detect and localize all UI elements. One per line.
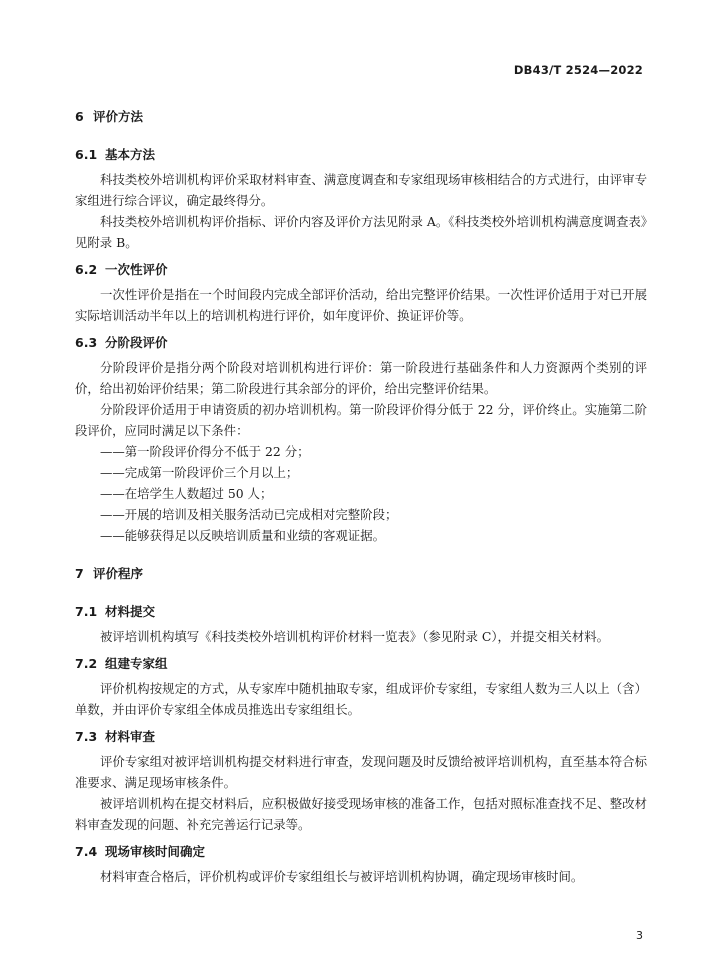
section-title: 分阶段评价	[105, 335, 168, 350]
section-number: 7.3	[75, 729, 98, 744]
section-title: 基本方法	[105, 147, 156, 162]
paragraph: 一次性评价是指在一个时间段内完成全部评价活动，给出完整评价结果。一次性评价适用于对已开展实际培训活动半年以上的培训机构进行评价，如年度评价、换证评价等。	[75, 287, 647, 323]
section-title: 材料提交	[105, 604, 156, 619]
section-title: 材料审查	[105, 729, 156, 744]
list-item: ——在培学生人数超过 50 人；	[100, 486, 273, 501]
list-item: ——第一阶段评价得分不低于 22 分；	[100, 444, 310, 459]
section-title: 评价程序	[93, 566, 144, 581]
section-title: 评价方法	[93, 109, 144, 124]
paragraph: 被评培训机构在提交材料后，应积极做好接受现场审核的准备工作，包括对照标准查找不足、整改材料审查发现的问题、补充完善运行记录等。	[75, 796, 647, 832]
list-item: ——完成第一阶段评价三个月以上；	[100, 465, 299, 480]
paragraph: 分阶段评价是指分两个阶段对培训机构进行评价：第一阶段进行基础条件和人力资源两个类别的评价，给出初始评价结果；第二阶段进行其余部分的评价，给出完整评价结果。	[75, 360, 647, 396]
section-number: 6.3	[75, 335, 98, 350]
section-7-heading	[75, 564, 647, 584]
paragraph: 材料审查合格后，评价机构或评价专家组组长与被评培训机构协调，确定现场审核时间。	[100, 869, 584, 884]
section-6-2-heading	[75, 260, 647, 280]
paragraph: 科技类校外培训机构评价指标、评价内容及评价方法见附录 A。《科技类校外培训机构满意度调查表》见附录 B。	[75, 214, 647, 250]
section-6-heading	[75, 107, 647, 127]
paragraph: 评价专家组对被评培训机构提交材料进行审查，发现问题及时反馈给被评培训机构，直至基本符合标准要求、满足现场审核条件。	[75, 754, 647, 790]
section-title: 组建专家组	[105, 656, 168, 671]
section-number: 7.1	[75, 604, 98, 619]
paragraph: 被评培训机构填写《科技类校外培训机构评价材料一览表》（参见附录 C），并提交相关材料。	[100, 629, 610, 644]
section-number: 7	[75, 566, 84, 581]
section-7-1-heading	[75, 602, 647, 622]
paragraph: 评价机构按规定的方式，从专家库中随机抽取专家，组成评价专家组，专家组人数为三人以上（含）单数，并由评价专家组全体成员推选出专家组组长。	[75, 681, 647, 717]
section-title: 现场审核时间确定	[105, 844, 206, 859]
section-number: 6.1	[75, 147, 98, 162]
section-7-3-heading	[75, 727, 647, 747]
paragraph: 科技类校外培训机构评价采取材料审查、满意度调查和专家组现场审核相结合的方式进行，由评审专家组进行综合评议，确定最终得分。	[75, 172, 647, 208]
section-number: 6	[75, 109, 84, 124]
document-code: DB43/T 2524—2022	[513, 63, 643, 77]
page-number: 3	[636, 929, 643, 942]
section-title: 一次性评价	[105, 262, 168, 277]
page-content	[75, 101, 647, 887]
section-7-2-heading	[75, 654, 647, 674]
section-6-1-heading	[75, 145, 647, 165]
section-number: 7.4	[75, 844, 98, 859]
section-number: 7.2	[75, 656, 98, 671]
list-item: ——开展的培训及相关服务活动已完成相对完整阶段；	[100, 507, 398, 522]
list-item: ——能够获得足以反映培训质量和业绩的客观证据。	[100, 528, 385, 543]
section-6-3-heading	[75, 333, 647, 353]
section-number: 6.2	[75, 262, 98, 277]
paragraph: 分阶段评价适用于申请资质的初办培训机构。第一阶段评价得分低于 22 分，评价终止。实施第二阶段评价，应同时满足以下条件：	[75, 402, 647, 438]
section-7-4-heading	[75, 842, 647, 862]
